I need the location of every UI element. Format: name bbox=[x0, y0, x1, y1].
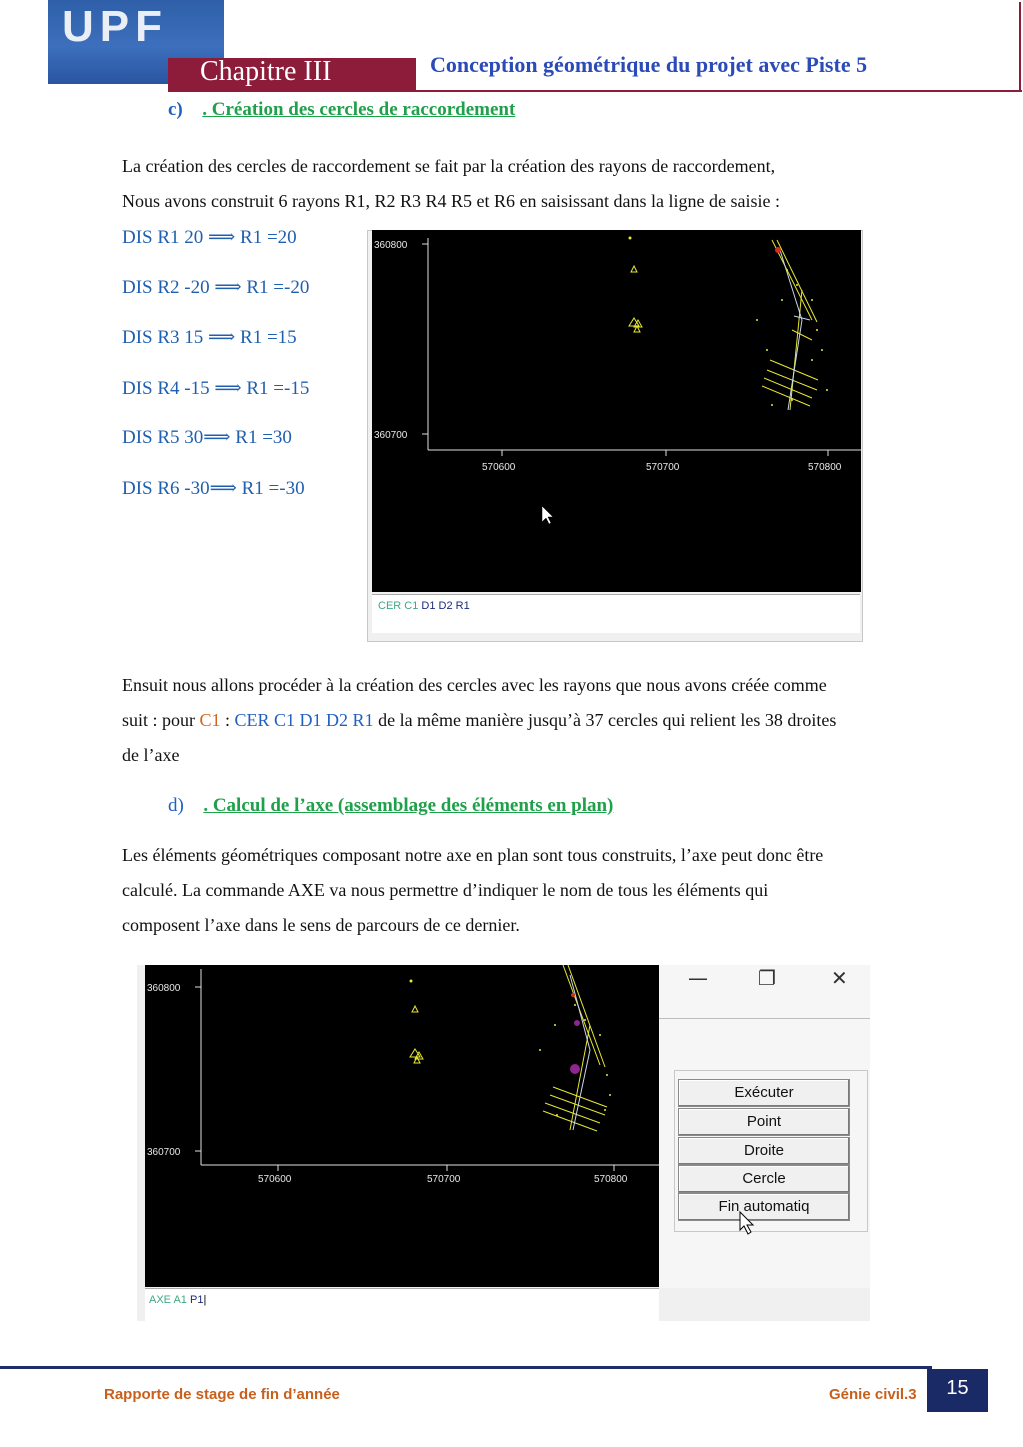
page-number: 15 bbox=[946, 1377, 969, 1399]
x-tick-3: 570800 bbox=[594, 1174, 628, 1185]
close-icon[interactable]: ✕ bbox=[831, 966, 848, 990]
dialog-divider bbox=[659, 1018, 870, 1019]
cad-plot-2 bbox=[145, 965, 659, 1287]
section-d-line2: calculé. La commande AXE va nous permettre d’indiquer le nom de tous les éléments qui bbox=[122, 880, 769, 900]
text-caret: | bbox=[203, 1294, 207, 1306]
circle-button[interactable]: Cercle bbox=[678, 1165, 850, 1193]
footer-left-text: Rapporte de stage de fin d’année bbox=[104, 1386, 340, 1403]
section-d-line3: composent l’axe dans le sens de parcours de ce dernier. bbox=[122, 915, 520, 935]
line-button[interactable]: Droite bbox=[678, 1137, 850, 1165]
section-c-heading bbox=[168, 99, 515, 121]
survey-points-1 bbox=[629, 266, 642, 332]
cad-plot-1 bbox=[372, 230, 861, 592]
x-tick-1: 570600 bbox=[482, 462, 516, 473]
x-tick-2: 570700 bbox=[646, 462, 680, 473]
y-tick-2: 360700 bbox=[147, 1147, 181, 1158]
header-title: Conception géométrique du projet avec Piste 5 bbox=[430, 52, 868, 77]
cad-canvas-1[interactable] bbox=[372, 230, 861, 592]
command-line-1: DIS R1 20 ⟹ R1 =20 bbox=[122, 227, 297, 248]
section-d-title: . Calcul de l’axe (assemblage des éléments en plan) bbox=[203, 795, 614, 816]
section-c-line2: Nous avons construit 6 rayons R1, R2 R3 R4 R5 et R6 en saisissant dans la ligne de saisie : bbox=[122, 191, 780, 211]
road-alignment-2 bbox=[543, 965, 607, 1131]
y-tick-1: 360800 bbox=[147, 983, 181, 994]
marker-point bbox=[571, 993, 575, 997]
circles-line2 bbox=[122, 703, 926, 738]
section-d-line1: Les éléments géométriques composant notre axe en plan sont tous construits, l’axe peut donc être bbox=[122, 845, 824, 865]
circles-text-c1: C1 bbox=[199, 710, 221, 730]
survey-points-2 bbox=[410, 1006, 423, 1063]
circles-line3: de l’axe bbox=[122, 745, 180, 765]
command-line-2: DIS R2 -20 ⟹ R1 =-20 bbox=[122, 277, 310, 298]
point-button[interactable]: Point bbox=[678, 1108, 850, 1136]
dot-point bbox=[410, 980, 413, 983]
section-d-letter: d) bbox=[168, 795, 184, 816]
command-prefix-1: CER C1 bbox=[378, 600, 419, 612]
section-d-paragraph bbox=[122, 838, 926, 943]
y-tick-1: 360800 bbox=[374, 240, 408, 251]
circle-marker-small bbox=[574, 1020, 580, 1026]
command-text-2 bbox=[149, 1294, 206, 1306]
header-side-rule bbox=[1019, 2, 1021, 90]
circles-line1: Ensuit nous allons procéder à la création des cercles avec les rayons que nous avons créée comme bbox=[122, 675, 827, 695]
logo-text: UPF bbox=[62, 2, 168, 51]
execute-button[interactable]: Exécuter bbox=[678, 1079, 850, 1107]
command-args-2: P1 bbox=[189, 1294, 204, 1306]
section-c-title: . Création des cercles de raccordement bbox=[202, 99, 516, 120]
command-line-3: DIS R3 15 ⟹ R1 =15 bbox=[122, 327, 297, 348]
command-bar-2[interactable] bbox=[145, 1288, 659, 1322]
section-d-heading bbox=[168, 795, 613, 817]
mouse-cursor-icon bbox=[738, 1210, 758, 1236]
footer-right-text: Génie civil.3 bbox=[829, 1386, 917, 1403]
cad-canvas-2[interactable] bbox=[145, 965, 659, 1287]
circles-text-command: CER C1 D1 D2 R1 bbox=[234, 710, 374, 730]
circles-paragraph bbox=[122, 668, 926, 773]
circle-marker bbox=[570, 1064, 580, 1074]
x-tick-3: 570800 bbox=[808, 462, 842, 473]
y-tick-2: 360700 bbox=[374, 430, 408, 441]
command-line-6: DIS R6 -30⟹ R1 =-30 bbox=[122, 478, 305, 499]
dot-point bbox=[629, 237, 632, 240]
restore-icon[interactable]: ❐ bbox=[758, 966, 776, 990]
section-c-letter: c) bbox=[168, 99, 183, 120]
section-c-line1: La création des cercles de raccordement se fait par la création des rayons de raccordement, bbox=[122, 156, 776, 176]
footer-rule bbox=[0, 1366, 932, 1369]
x-tick-1: 570600 bbox=[258, 1174, 292, 1185]
auto-finish-button[interactable]: Fin automatiq bbox=[678, 1193, 850, 1221]
chapter-label: Chapitre III bbox=[200, 56, 332, 87]
command-text-1 bbox=[378, 600, 470, 612]
header-rule bbox=[168, 90, 1022, 92]
command-args-1: D1 D2 R1 bbox=[421, 600, 470, 612]
circles-text-rest: de la même manière jusqu’à 37 cercles qui relient les 38 droites bbox=[373, 710, 837, 730]
minimize-icon[interactable]: — bbox=[688, 966, 708, 990]
command-line-5: DIS R5 30⟹ R1 =30 bbox=[122, 427, 292, 448]
x-tick-2: 570700 bbox=[427, 1174, 461, 1185]
section-c-intro bbox=[122, 149, 926, 219]
road-alignment-1 bbox=[762, 240, 818, 410]
circles-text-a: suit : pour bbox=[122, 710, 200, 730]
command-line-4: DIS R4 -15 ⟹ R1 =-15 bbox=[122, 378, 310, 399]
circles-text-colon: : bbox=[220, 710, 235, 730]
command-prefix-2: AXE A1 bbox=[149, 1294, 187, 1306]
marker-point bbox=[775, 247, 781, 253]
mouse-cursor-icon bbox=[542, 506, 553, 524]
